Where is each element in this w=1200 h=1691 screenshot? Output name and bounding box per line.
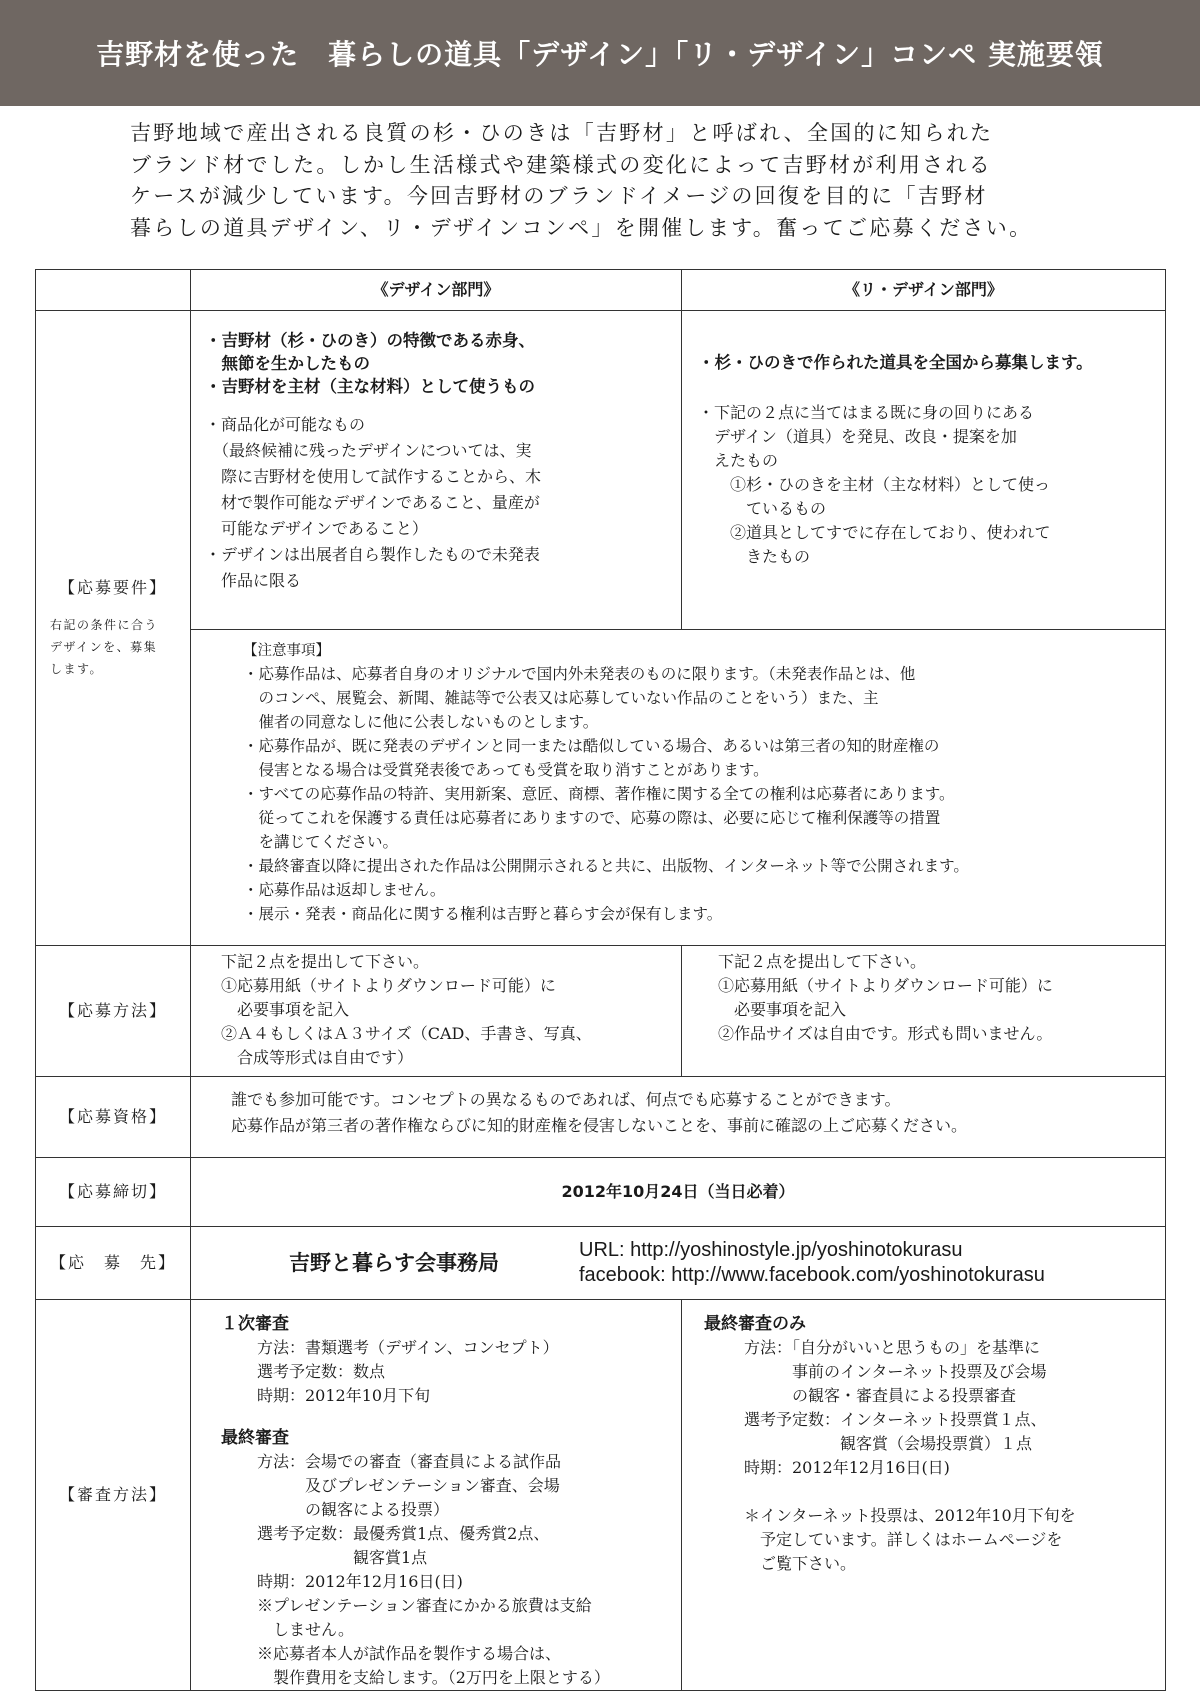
final-only-review-lines [704, 1336, 1165, 1480]
eligibility-lines [231, 1087, 1165, 1139]
note-line: ご覧下さい。 [744, 1554, 857, 1573]
body-line: 作品に限る [205, 571, 302, 590]
note-line: ・すべての応募作品の特許、実用新案、意匠、商標、著作権に関する全ての権利は応募者にあります。 [243, 785, 955, 803]
corner-cell [36, 270, 191, 311]
review-line: 及びプレゼンテーション審査、会場 [257, 1476, 560, 1495]
design-review-cell [191, 1300, 682, 1691]
contact-label: 【応 募 先】 [36, 1227, 191, 1300]
note-line: ・展示・発表・商品化に関する権利は吉野と暮らす会が保有します。 [243, 905, 723, 923]
review-line: 事前のインターネット投票及び会場 [744, 1362, 1047, 1381]
requirements-note [36, 614, 190, 680]
note-line: のコンペ、展覧会、新聞、雑誌等で公表又は応募していない作品のことをいう）また、主 [243, 689, 879, 707]
redesign-requirements-body [698, 401, 1165, 569]
notes-cell [191, 630, 1166, 946]
eligibility-row [36, 1077, 1166, 1158]
eligibility-line: 応募作品が第三者の著作権ならびに知的財産権を侵害しないことを、事前に確認の上ご応募ください。 [231, 1116, 968, 1135]
body-line: ②道具としてすでに存在しており、使われて [698, 523, 1051, 542]
note-line: ・最終審査以降に提出された作品は公開開示されると共に、出版物、インターネット等で公開されます。 [243, 857, 969, 875]
body-line: きたもの [698, 547, 811, 566]
requirements-label-cell [36, 311, 191, 946]
redesign-requirements-cell [682, 311, 1166, 630]
redesign-method-cell [682, 946, 1166, 1077]
notes-title: 【注意事項】 [243, 643, 330, 659]
review-label: 【審査方法】 [36, 1300, 191, 1691]
review-row [36, 1300, 1166, 1691]
emphasis-line: 無節を生かしたもの [205, 354, 370, 373]
review-line: 選考予定数：数点 [257, 1362, 386, 1381]
contact-links [579, 1238, 1045, 1288]
requirements-note-line: します。 [50, 662, 104, 676]
page-title: 吉野材を使った 暮らしの道具「デザイン」「リ・デザイン」コンペ 実施要領 [96, 38, 1104, 71]
eligibility-label: 【応募資格】 [36, 1077, 191, 1158]
method-row [36, 946, 1166, 1077]
review-line: 方法：「自分がいいと思うもの」を基準に [744, 1338, 1041, 1357]
review-line: 時期：2012年12月16日(日) [257, 1572, 463, 1591]
review-line: 方法：書類選考（デザイン、コンセプト） [257, 1338, 559, 1357]
contact-cell [191, 1227, 1166, 1300]
intro-line: 吉野地域で産出される良質の杉・ひのきは「吉野材」と呼ばれ、全国的に知られた [130, 121, 994, 145]
page-title-banner [0, 0, 1200, 106]
design-method-lines [221, 950, 681, 1070]
body-line: 材で製作可能なデザインであること、量産が [205, 493, 540, 512]
body-line: （最終候補に残ったデザインについては、実 [205, 441, 532, 460]
method-line: ①応募用紙（サイトよりダウンロード可能）に [221, 976, 556, 995]
intro-line: ケースが減少しています。今回吉野材のブランドイメージの回復を目的に「吉野材 [130, 184, 988, 208]
design-section-header: 《デザイン部門》 [191, 270, 682, 311]
method-label: 【応募方法】 [36, 946, 191, 1077]
section-header-row [36, 270, 1166, 311]
redesign-review-cell [682, 1300, 1166, 1691]
review-line: ※応募者本人が試作品を製作する場合は、 [257, 1644, 562, 1663]
intro-line: ブランド材でした。しかし生活様式や建築様式の変化によって吉野材が利用される [130, 152, 993, 177]
emphasis-line: ・吉野材（杉・ひのき）の特徴である赤身、 [205, 331, 535, 350]
review-line: しません。 [257, 1620, 354, 1639]
note-line: ・応募作品は返却しません。 [243, 881, 446, 899]
deadline-value: 2012年10月24日（当日必着） [191, 1158, 1166, 1227]
guidelines-table [35, 269, 1166, 1691]
body-line: ①杉・ひのきを主材（主な材料）として使っ [698, 475, 1051, 494]
review-line: 時期：2012年12月16日(日) [744, 1458, 950, 1477]
body-line: えたもの [698, 451, 779, 470]
deadline-row [36, 1158, 1166, 1227]
body-line: 際に吉野材を使用して試作することから、木 [205, 467, 542, 486]
requirements-note-line: デザインを、募集 [50, 640, 158, 654]
requirements-note-line: 右記の条件に合う [50, 618, 159, 632]
eligibility-line: 誰でも参加可能です。コンセプトの異なるものであれば、何点でも応募することができます。 [231, 1090, 901, 1109]
review-line: の観客・審査員による投票審査 [744, 1386, 1017, 1405]
review-line: 観客賞1点 [257, 1548, 428, 1567]
note-line: ＊インターネット投票は、2012年10月下旬を [744, 1506, 1076, 1525]
method-line: ②作品サイズは自由です。形式も問いません。 [718, 1024, 1053, 1043]
review-line: 製作費用を支給します。（2万円を上限とする） [257, 1668, 610, 1687]
contact-row [36, 1227, 1166, 1300]
requirements-row [36, 311, 1166, 630]
body-line: ているもの [698, 499, 827, 518]
redesign-method-lines [718, 950, 1165, 1046]
redesign-section-header: 《リ・デザイン部門》 [682, 270, 1166, 311]
review-line: の観客による投票） [257, 1500, 450, 1519]
eligibility-cell [191, 1077, 1166, 1158]
contact-organization: 吉野と暮らす会事務局 [289, 1251, 499, 1275]
review-line: 選考予定数：最優秀賞1点、優秀賞2点、 [257, 1524, 550, 1543]
body-line: 可能なデザインであること） [205, 519, 428, 538]
note-line: ・応募作品が、既に発表のデザインと同一または酷似している場合、あるいは第三者の知的財産権の [243, 737, 940, 755]
internet-vote-note [704, 1504, 1165, 1576]
intro-paragraph [130, 118, 1070, 244]
note-line: 予定しています。詳しくはホームページを [744, 1530, 1063, 1549]
redesign-requirements-emphasis: ・杉・ひのきで作られた道具を全国から募集します。 [698, 353, 1093, 372]
method-line: 必要事項を記入 [221, 1000, 350, 1019]
intro-line: 暮らしの道具デザイン、リ・デザインコンペ」を開催します。奮ってご応募ください。 [130, 215, 1033, 240]
method-line: 合成等形式は自由です） [221, 1048, 414, 1067]
design-requirements-cell [191, 311, 682, 630]
notes-list [243, 662, 1165, 926]
method-line: ②Ａ４もしくはＡ３サイズ（CAD、手書き、写真、 [221, 1024, 592, 1043]
note-line: を講じてください。 [243, 833, 399, 851]
method-line: 必要事項を記入 [718, 1000, 847, 1019]
design-requirements-body [205, 412, 681, 594]
review-line: ※プレゼンテーション審査にかかる旅費は支給 [257, 1596, 592, 1615]
body-line: ・デザインは出展者自ら製作したもので未発表 [205, 545, 540, 564]
review-line: 観客賞（会場投票賞）１点 [744, 1434, 1033, 1453]
final-review-lines [221, 1450, 681, 1690]
requirements-label: 【応募要件】 [58, 578, 167, 597]
note-line: 従ってこれを保護する責任は応募者にありますので、応募の際は、必要に応じて権利保護等の措置 [243, 809, 941, 827]
body-line: ・下記の２点に当てはまる既に身の回りにある [698, 403, 1035, 422]
review-line: 時期：2012年10月下旬 [257, 1386, 431, 1405]
note-line: ・応募作品は、応募者自身のオリジナルで国内外未発表のものに限ります。（未発表作品とは、他 [243, 665, 916, 683]
final-review-title: 最終審査 [221, 1428, 289, 1448]
body-line: デザイン（道具）を発見、改良・提案を加 [698, 427, 1017, 446]
facebook-url-link[interactable]: facebook: http://www.facebook.com/yoshinotokurasu [579, 1264, 1045, 1286]
note-line: 催者の同意なしに他に公表しないものとします。 [243, 713, 599, 731]
method-line: 下記２点を提出して下さい。 [718, 952, 927, 971]
review-line: 方法：会場での審査（審査員による試作品 [257, 1452, 562, 1471]
website-url-link[interactable]: URL: http://yoshinostyle.jp/yoshinotokurasu [579, 1239, 963, 1261]
review-line: 選考予定数：インターネット投票賞１点、 [744, 1410, 1047, 1429]
body-line: ・商品化が可能なもの [205, 415, 366, 434]
deadline-label: 【応募締切】 [36, 1158, 191, 1227]
first-review-title: １次審査 [221, 1314, 289, 1334]
method-line: 下記２点を提出して下さい。 [221, 952, 430, 971]
design-requirements-emphasis [205, 329, 681, 398]
final-only-review-title: 最終審査のみ [704, 1314, 806, 1334]
note-line: 侵害となる場合は受賞発表後であっても受賞を取り消すことがあります。 [243, 761, 769, 779]
notes-row [36, 630, 1166, 946]
design-method-cell [191, 946, 682, 1077]
first-review-lines [221, 1336, 681, 1408]
emphasis-line: ・吉野材を主材（主な材料）として使うもの [205, 377, 535, 396]
method-line: ①応募用紙（サイトよりダウンロード可能）に [718, 976, 1053, 995]
